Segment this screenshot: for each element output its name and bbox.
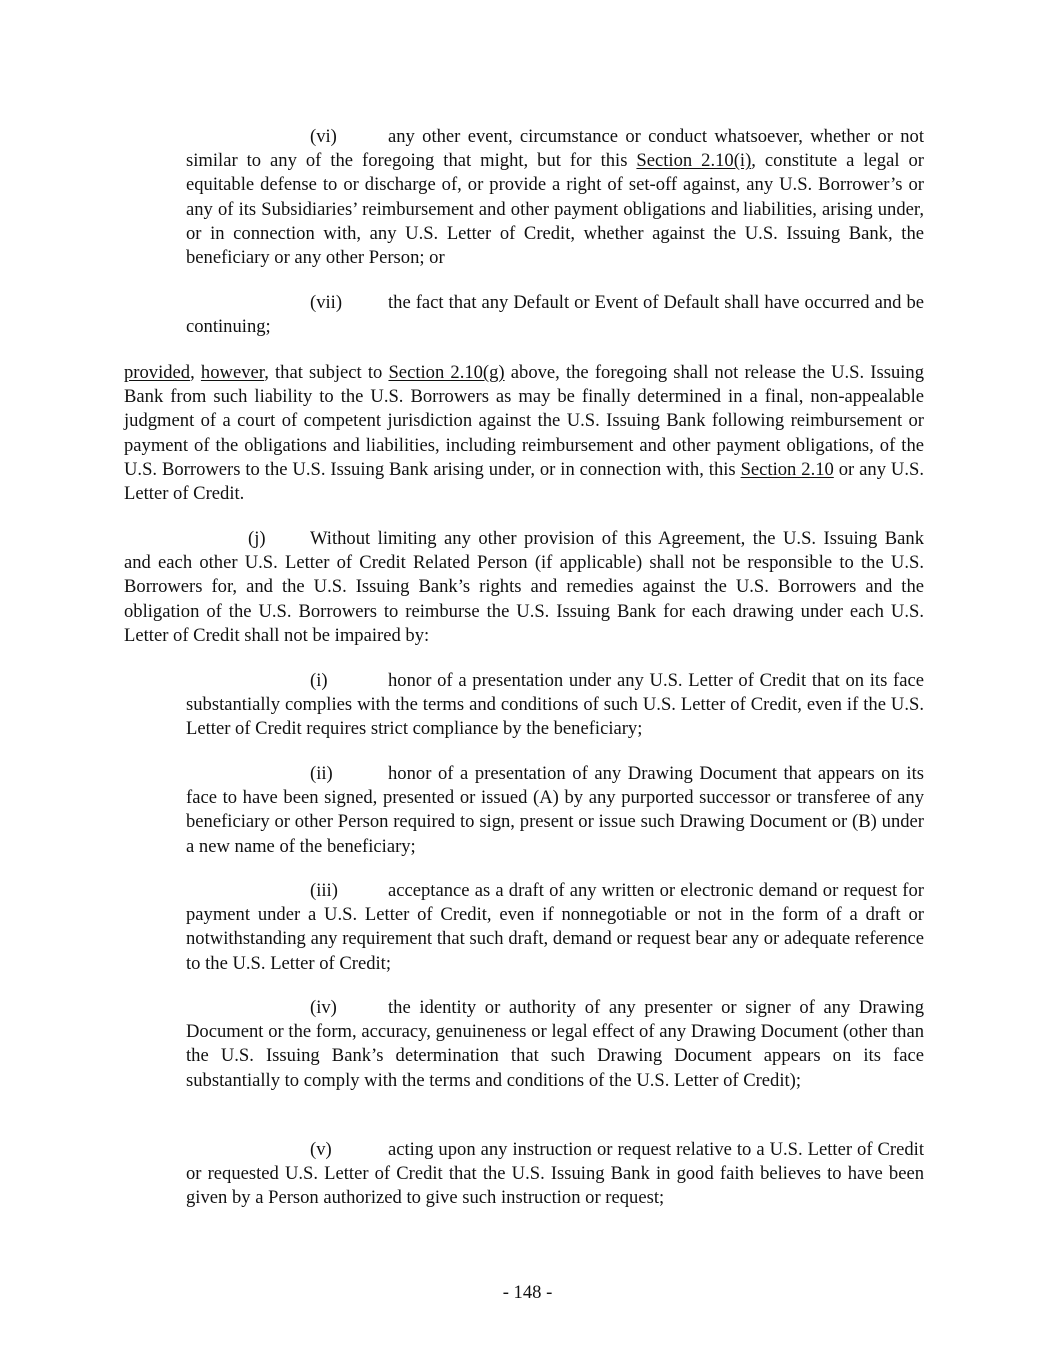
list-item-ii	[186, 762, 924, 859]
proviso-text-2: , that subject to	[264, 362, 389, 383]
proviso-text-3: above, the foregoing shall not release the U.S. Issuing Bank from such liability to the U.S. Borrowers as may be finally determined in a final, non-appealable judgment of a court of competent jurisdiction against the U.S. Issuing Bank following reimbursement or payment of the obligations and liabilities, including reimbursement and other payment obligations, of the U.S. Borrowers to the U.S. Issuing Bank arising under, or in connection with, this	[124, 362, 925, 480]
list-item-text: honor of a presentation under any U.S. Letter of Credit that on its face substantially complies with the terms and conditions of such U.S. Letter of Credit, even if the U.S. Letter of Credit requires strict compliance by the beneficiary;	[186, 670, 924, 740]
clause-vii-text: the fact that any Default or Event of Default shall have occurred and be continuing;	[186, 292, 924, 338]
clause-vi-text-2: , constitute a legal or equitable defense to or discharge of, or provide a right of set-off against, any U.S. Borrower’s or any of its Subsidiaries’ reimbursement and other payment obligations and liabilities, arising under, or in connection with, any U.S. Letter of Credit, whether against the U.S. Issuing Bank, the beneficiary or any other Person; or	[186, 150, 924, 269]
list-item-v	[186, 1138, 924, 1211]
clause-vii	[186, 291, 924, 339]
list-item-text: acting upon any instruction or request relative to a U.S. Letter of Credit or requested U.S. Letter of Credit that the U.S. Issuing Bank in good faith believes to have been given by a Person authorized to give such instruction or request;	[186, 1139, 924, 1209]
list-item-i	[186, 669, 924, 742]
list-item-number: (iii)	[310, 880, 338, 901]
proviso-however: however	[200, 362, 265, 383]
section-reference-link: Section 2.10(g)	[388, 362, 505, 383]
page-number: - 148 -	[502, 1282, 553, 1303]
proviso-provided: provided	[124, 362, 191, 383]
clause-j	[124, 527, 924, 648]
list-item-iv	[186, 996, 924, 1093]
list-item-number: (ii)	[310, 763, 333, 784]
proviso-paragraph	[124, 361, 924, 506]
list-item-number: (v)	[310, 1139, 332, 1160]
list-item-text: acceptance as a draft of any written or electronic demand or request for payment under a U.S. Letter of Credit, even if nonnegotiable or not in the form of a draft or notwithstanding any requirement that such draft, demand or request bear any or adequate reference to the U.S. Letter of Credit;	[186, 880, 924, 974]
list-item-iii	[186, 879, 924, 976]
clause-vi-text-1: any other event, circumstance or conduct whatsoever, whether or not similar to any of the foregoing that might, but for this	[186, 126, 924, 172]
section-reference-link: Section 2.10	[740, 458, 834, 480]
clause-vi	[186, 125, 924, 270]
clause-j-number: (j)	[248, 528, 266, 549]
section-reference-link: Section 2.10(i)	[636, 150, 752, 172]
list-item-number: (i)	[310, 670, 328, 691]
proviso-text-1: ,	[190, 362, 201, 383]
proviso-text-4: or any U.S. Letter of Credit.	[124, 458, 924, 505]
clause-j-text: Without limiting any other provision of this Agreement, the U.S. Issuing Bank and each other U.S. Letter of Credit Related Person (if applicable) shall not be responsible to the U.S. Borrowers for, and the U.S. Issuing Bank’s rights and remedies against the U.S. Borrowers and the obligation of the U.S. Borrowers to reimburse the U.S. Issuing Bank for each drawing under each U.S. Letter of Credit shall not be impaired by:	[124, 528, 924, 646]
clause-vi-number: (vi)	[310, 126, 337, 147]
list-item-text: honor of a presentation of any Drawing Document that appears on its face to have been signed, presented or issued (A) by any purported successor or transferee of any beneficiary or other Person required to sign, present or issue such Drawing Document or (B) under a new name of the beneficiary;	[186, 763, 924, 857]
list-item-text: the identity or authority of any presenter or signer of any Drawing Document or the form, accuracy, genuineness or legal effect of any Drawing Document (other than the U.S. Issuing Bank’s determination that such Drawing Document appears on its face substantially to comply with the terms and conditions of the U.S. Letter of Credit);	[186, 997, 924, 1091]
clause-vii-number: (vii)	[310, 292, 343, 313]
list-item-number: (iv)	[310, 997, 337, 1018]
